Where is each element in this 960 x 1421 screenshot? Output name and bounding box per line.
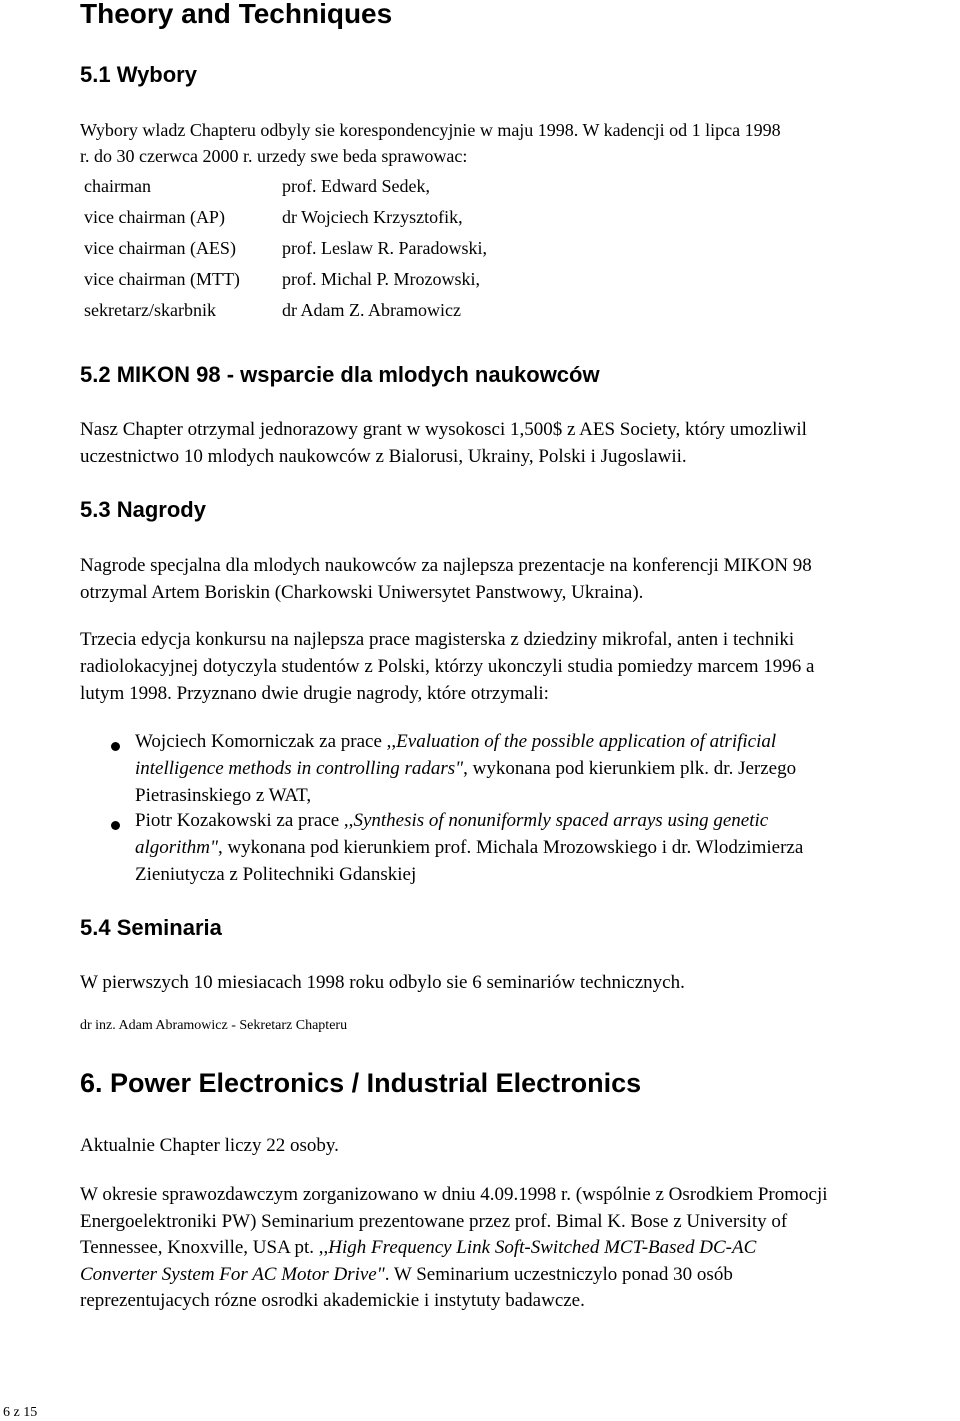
paragraph-line: Aktualnie Chapter liczy 22 osoby. — [80, 1135, 339, 1156]
list-item: Piotr Kozakowski za prace ,,Synthesis of nonuniformly spaced arrays using genetic — [135, 810, 769, 831]
role-cell: sekretarz/skarbnik — [84, 300, 216, 320]
section-heading-6: 6. Power Electronics / Industrial Electronics — [80, 1068, 642, 1098]
paragraph-line: Trzecia edycja konkursu na najlepsza prace magisterska z dziedziny mikrofal, anten i techniki — [80, 629, 795, 650]
person-cell: prof. Edward Sedek, — [282, 176, 430, 196]
signature: dr inz. Adam Abramowicz - Sekretarz Chapteru — [80, 1018, 348, 1033]
person-cell: dr Wojciech Krzysztofik, — [282, 207, 463, 227]
paragraph-line: W pierwszych 10 miesiacach 1998 roku odbylo sie 6 seminariów technicznych. — [80, 972, 685, 993]
person-cell: prof. Leslaw R. Paradowski, — [282, 238, 487, 258]
paragraph-line: Nagrode specjalna dla mlodych naukowców za najlepsza prezentacje na konferencji MIKON 98 — [80, 555, 812, 576]
bullet-icon — [111, 821, 120, 830]
role-cell: vice chairman (MTT) — [84, 269, 240, 289]
table-row — [84, 202, 487, 233]
list-item-line: intelligence methods in controlling radars", wykonana pod kierunkiem plk. dr. Jerzego — [135, 758, 797, 779]
paragraph-line: r. do 30 czerwca 2000 r. urzedy swe beda sprawowac: — [80, 146, 468, 166]
page-number: 6 z 15 — [3, 1405, 38, 1420]
paragraph-line: otrzymal Artem Boriskin (Charkowski Uniwersytet Panstwowy, Ukraina). — [80, 582, 644, 603]
paragraph-line: Tennessee, Knoxville, USA pt. ,,High Frequency Link Soft-Switched MCT-Based DC-AC — [80, 1237, 757, 1258]
table-row — [84, 264, 487, 295]
list-item: Wojciech Komorniczak za prace ,,Evaluation of the possible application of atrificial — [135, 731, 777, 752]
paragraph-line: Wybory wladz Chapteru odbyly sie korespondencyjnie w maju 1998. W kadencji od 1 lipca 1998 — [80, 120, 781, 140]
person-cell: prof. Michal P. Mrozowski, — [282, 269, 480, 289]
paragraph-line: Converter System For AC Motor Drive". W Seminarium uczestniczylo ponad 30 osób — [80, 1264, 733, 1285]
table-row — [84, 295, 487, 326]
section-heading-5-4: 5.4 Seminaria — [80, 915, 222, 940]
paragraph-line: Energoelektroniki PW) Seminarium prezentowane przez prof. Bimal K. Bose z University of — [80, 1211, 788, 1232]
paragraph-line: lutym 1998. Przyznano dwie drugie nagrody, które otrzymali: — [80, 683, 549, 704]
paragraph-line: reprezentujacych rózne osrodki akademickie i instytuty badawcze. — [80, 1290, 585, 1311]
section-heading-5-2: 5.2 MIKON 98 - wsparcie dla mlodych naukowców — [80, 362, 600, 387]
person-cell: dr Adam Z. Abramowicz — [282, 300, 461, 320]
page-title: Theory and Techniques — [80, 0, 393, 29]
role-cell: vice chairman (AES) — [84, 238, 236, 258]
list-item-line: Zieniutycza z Politechniki Gdanskiej — [135, 864, 417, 885]
role-cell: chairman — [84, 176, 151, 196]
list-item-line: algorithm", wykonana pod kierunkiem prof. Michala Mrozowskiego i dr. Wlodzimierza — [135, 837, 804, 858]
table-row — [84, 233, 487, 264]
paragraph-line: radiolokacyjnej dotyczyla studentów z Polski, którzy ukonczyli studia pomiedzy marcem 1996 a — [80, 656, 815, 677]
list-item-line: Pietrasinskiego z WAT, — [135, 785, 312, 806]
paragraph-line: Nasz Chapter otrzymal jednorazowy grant w wysokosci 1,500$ z AES Society, który umozliwil — [80, 419, 807, 440]
section-heading-5-3: 5.3 Nagrody — [80, 497, 206, 522]
bullet-icon — [111, 742, 120, 751]
paragraph-line: W okresie sprawozdawczym zorganizowano w dniu 4.09.1998 r. (wspólnie z Osrodkiem Promocji — [80, 1184, 828, 1205]
section-heading-5-1: 5.1 Wybory — [80, 62, 197, 87]
officers-table — [84, 171, 487, 326]
role-cell: vice chairman (AP) — [84, 207, 225, 227]
table-row — [84, 171, 487, 202]
paragraph-line: uczestnictwo 10 mlodych naukowców z Bialorusi, Ukrainy, Polski i Jugoslawii. — [80, 446, 687, 467]
